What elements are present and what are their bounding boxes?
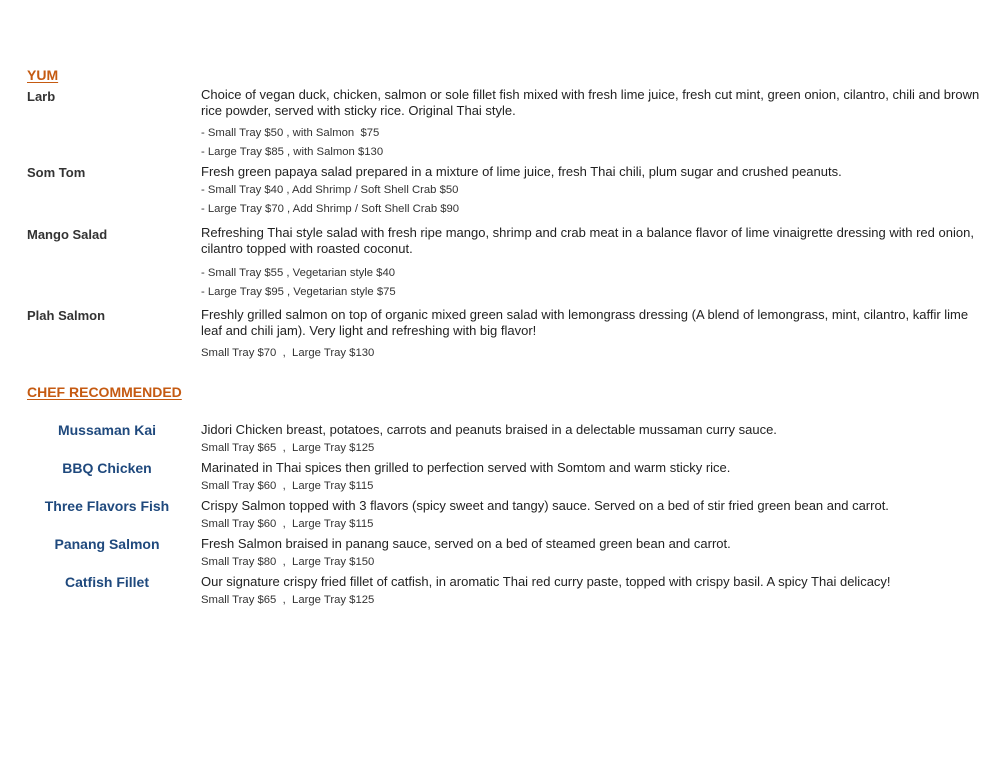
menu-item-name-catfish-fillet: Catfish Fillet (64, 574, 149, 590)
menu-item-name-panang-salmon: Panang Salmon (54, 536, 160, 552)
menu-item-name-plah-salmon: Plah Salmon (27, 308, 106, 323)
menu-item-price-larb-small: - Small Tray $50 , with Salmon $75 (201, 127, 380, 139)
menu-item-price-larb-large: - Large Tray $85 , with Salmon $130 (201, 146, 384, 158)
menu-item-price-panang-salmon: Small Tray $80 , Large Tray $150 (201, 556, 375, 568)
section-heading-chef-recommended: CHEF RECOMMENDED (27, 384, 182, 400)
menu-item-name-mango-salad: Mango Salad (27, 227, 108, 242)
menu-item-name-larb: Larb (27, 89, 56, 104)
menu-item-price-bbq-chicken: Small Tray $60 , Large Tray $115 (201, 480, 374, 492)
menu-item-name-three-flavors-fish: Three Flavors Fish (44, 498, 170, 514)
menu-item-price-three-flavors-fish: Small Tray $60 , Large Tray $115 (201, 518, 374, 530)
menu-item-description-som-tom: Fresh green papaya salad prepared in a mixture of lime juice, fresh Thai chili, plum sugar and crushed peanuts. (201, 164, 842, 179)
menu-item-price-catfish-fillet: Small Tray $65 , Large Tray $125 (201, 594, 375, 606)
menu-item-price-mango-salad-small: - Small Tray $55 , Vegetarian style $40 (201, 267, 396, 279)
menu-item-price-som-tom-small: - Small Tray $40 , Add Shrimp / Soft Shell Crab $50 (201, 184, 459, 196)
menu-item-name-som-tom: Som Tom (27, 165, 86, 180)
menu-item-description-larb: Choice of vegan duck, chicken, salmon or sole fillet fish mixed with fresh lime juice, fresh cut mint, green onion, cilantro, chili and brown rice powder, served with sticky rice. Original Thai style. (201, 87, 980, 118)
menu-item-price-plah-salmon: Small Tray $70 , Large Tray $130 (201, 347, 375, 359)
menu-item-price-mussaman-kai: Small Tray $65 , Large Tray $125 (201, 442, 375, 454)
menu-item-description-catfish-fillet: Our signature crispy fried fillet of catfish, in aromatic Thai red curry paste, topped with crispy basil. A spicy Thai delicacy! (201, 574, 891, 589)
menu-item-description-bbq-chicken: Marinated in Thai spices then grilled to perfection served with Somtom and warm sticky rice. (201, 460, 731, 475)
menu-item-name-mussaman-kai: Mussaman Kai (57, 422, 157, 438)
menu-item-description-three-flavors-fish: Crispy Salmon topped with 3 flavors (spicy sweet and tangy) sauce. Served on a bed of stir fried green bean and carrot. (201, 498, 889, 513)
menu-item-description-plah-salmon: Freshly grilled salmon on top of organic mixed green salad with lemongrass dressing (A blend of lemongrass, mint, cilantro, kaffir lime leaf and chili jam). Very light and refreshing with big flavor! (201, 307, 969, 338)
menu-item-description-panang-salmon: Fresh Salmon braised in panang sauce, served on a bed of steamed green bean and carrot. (201, 536, 731, 551)
section-heading-yum: YUM (27, 67, 59, 83)
menu-item-description-mango-salad: Refreshing Thai style salad with fresh ripe mango, shrimp and crab meat in a balance flavor of lime vinaigrette dressing with red onion, cilantro topped with roasted coconut. (201, 225, 974, 256)
menu-item-name-bbq-chicken: BBQ Chicken (62, 460, 152, 476)
menu-item-description-mussaman-kai: Jidori Chicken breast, potatoes, carrots and peanuts braised in a delectable mussaman curry sauce. (201, 422, 777, 437)
menu-item-price-som-tom-large: - Large Tray $70 , Add Shrimp / Soft Shell Crab $90 (201, 203, 460, 215)
menu-item-price-mango-salad-large: - Large Tray $95 , Vegetarian style $75 (201, 286, 396, 298)
